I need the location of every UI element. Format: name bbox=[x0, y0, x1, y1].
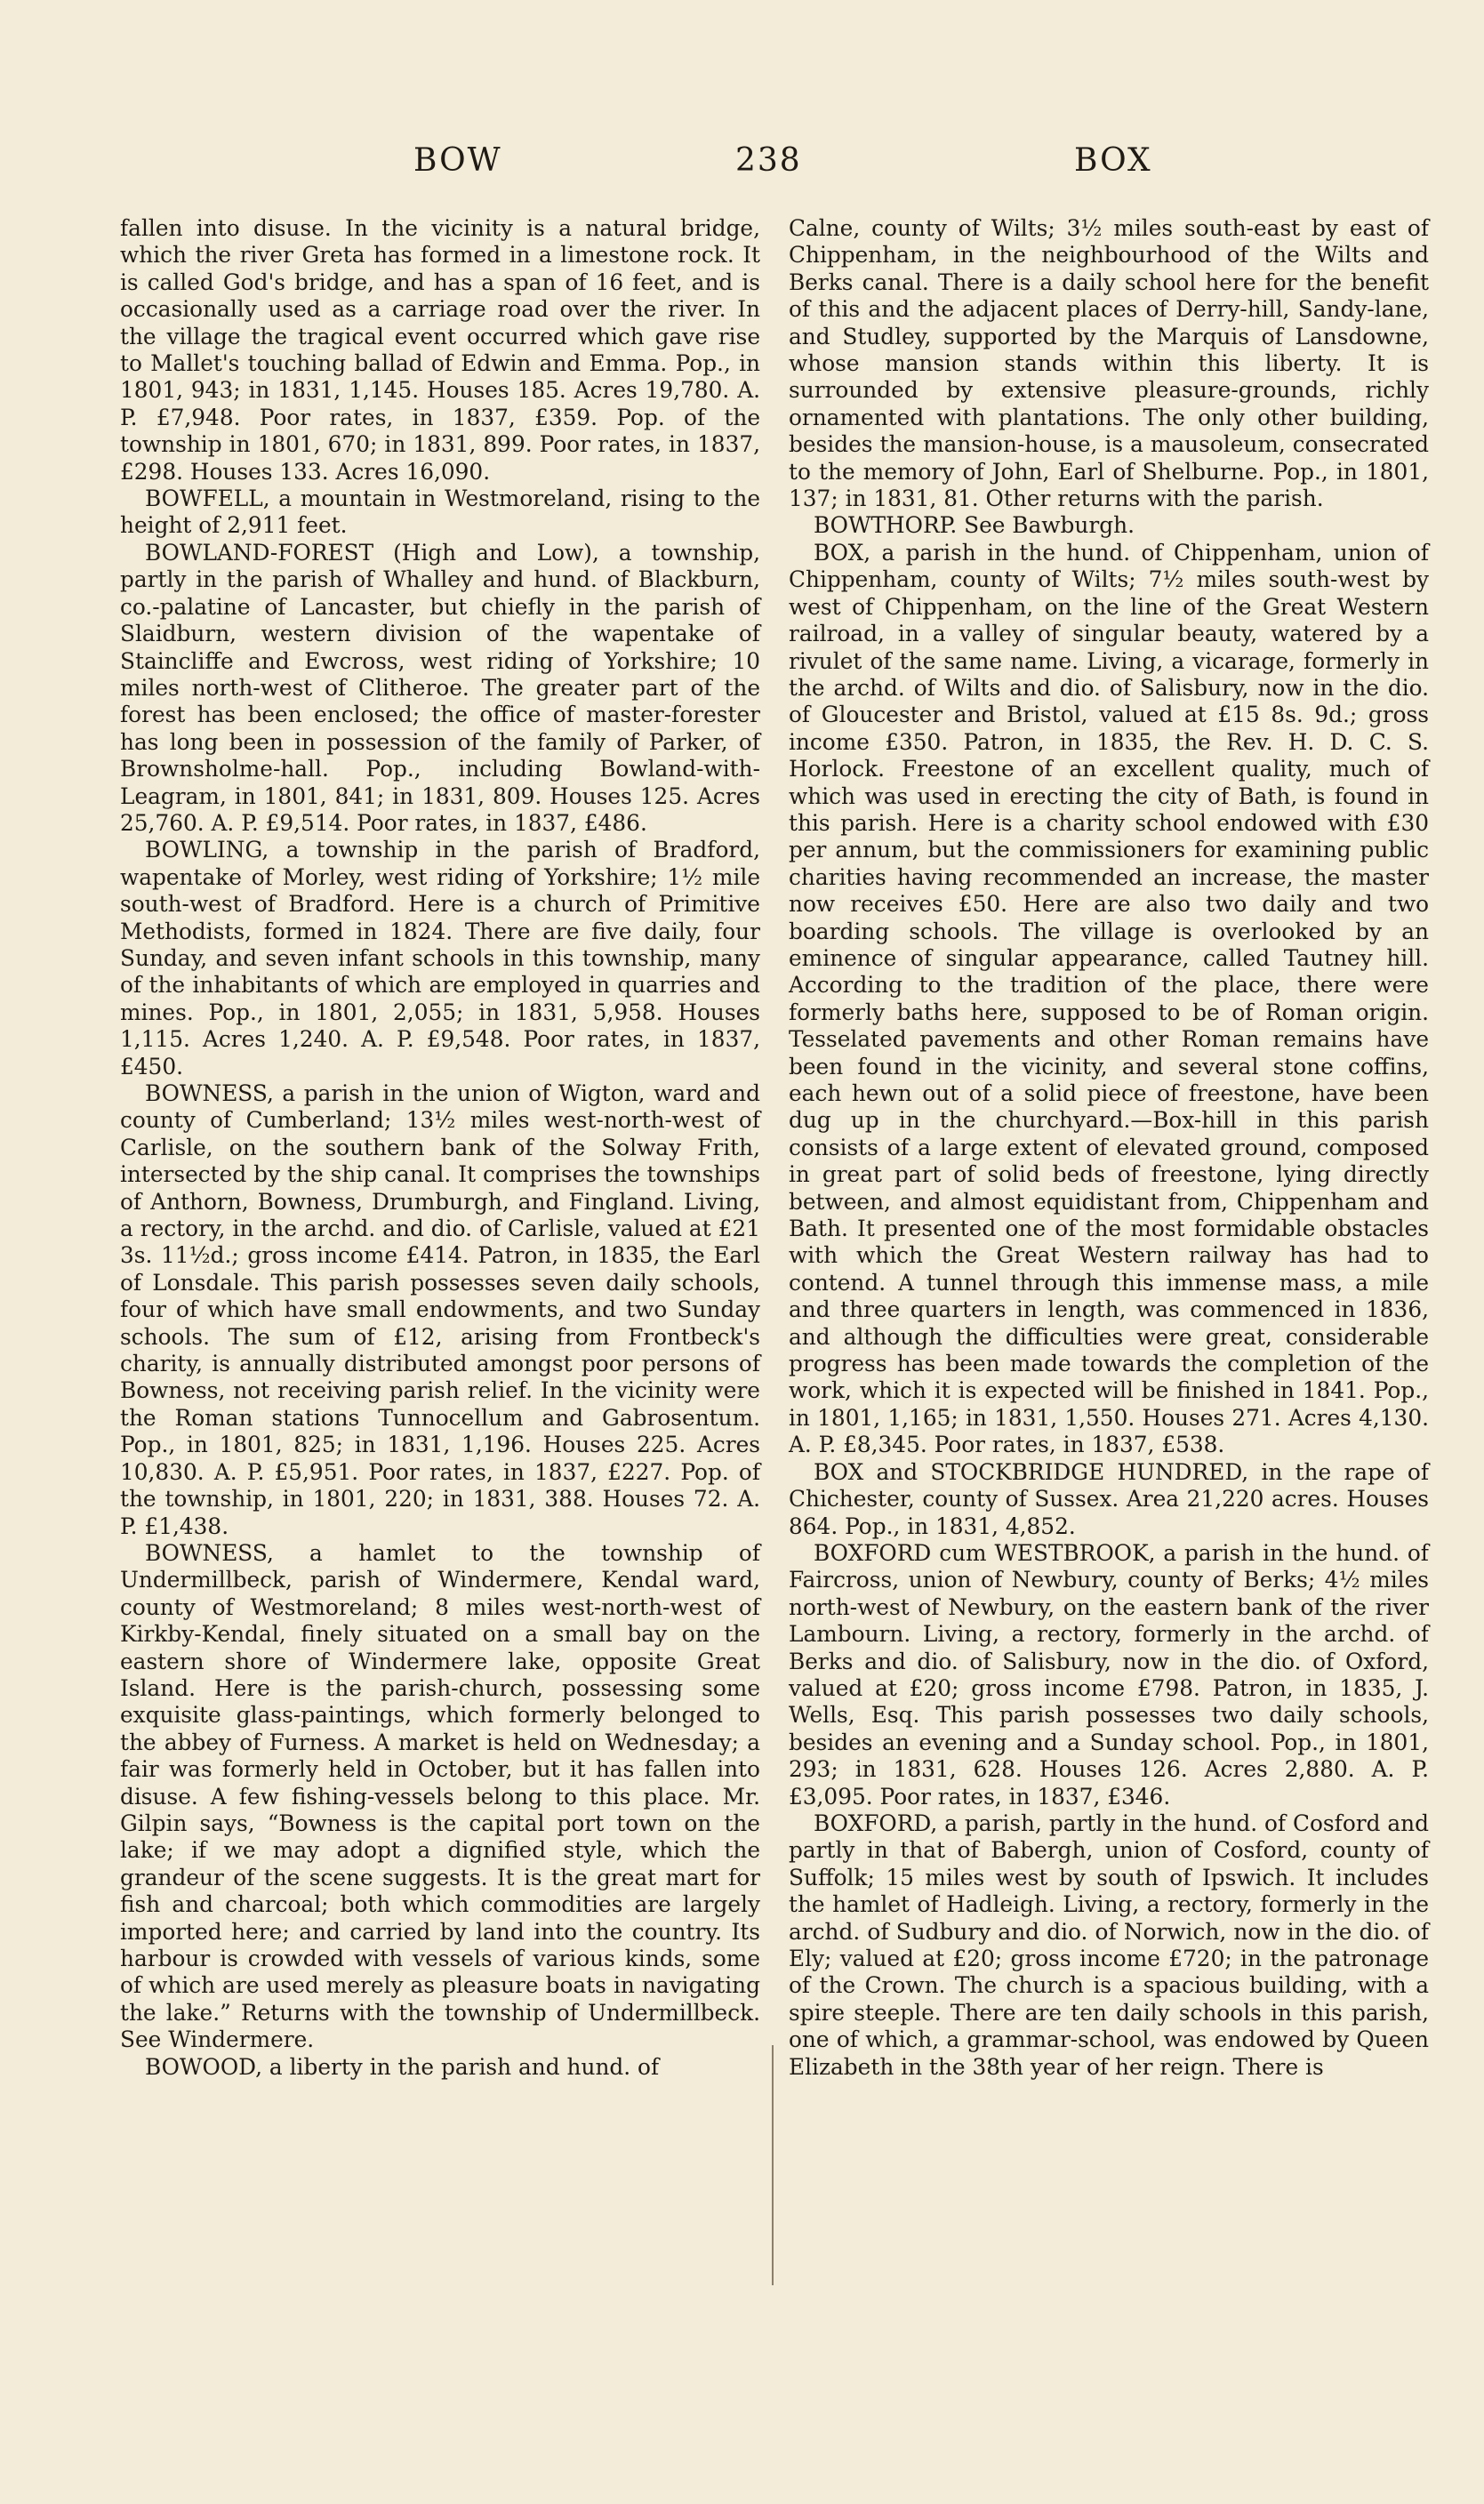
entry-paragraph: BOWLING, a township in the parish of Bradford, wapentake of Morley, west riding of Yorkshire; 1½ mile south-west of Bradford. Here is a church of Primitive Methodists, formed in 1824. There are five daily, four Sunday, and seven infant schools in this township, many of the inhabitants of which are employed in quarries and mines. Pop., in 1801, 2,055; in 1831, 5,958. Houses 1,115. Acres 1,240. A. P. £9,548. Poor rates, in 1837, £450. bbox=[120, 837, 760, 1079]
entry-paragraph: BOX, a parish in the hund. of Chippenham, union of Chippenham, county of Wilts; 7½ miles south-west by west of Chippenham, on the line of the Great Western railroad, in a valley of singular beauty, watered by a rivulet of the same name. Living, a vicarage, formerly in the archd. of Wilts and dio. of Salisbury, now in the dio. of Gloucester and Bristol, valued at £15 8s. 9d.; gross income £350. Patron, in 1835, the Rev. H. D. C. S. Horlock. Freestone of an excellent quality, much of which was used in erecting the city of Bath, is found in this parish. Here is a charity school endowed with £30 per annum, but the commissioners for examining public charities having recommended an increase, the master now receives £50. Here are also two daily and two boarding schools. The village is overlooked by an eminence of singular appearance, called Tautney hill. According to the tradition of the place, there were formerly baths here, supposed to be of Roman origin. Tesselated pavements and other Roman remains have been found in the vicinity, and several stone coffins, each hewn out of a solid piece of freestone, have been dug up in the churchyard.—Box-hill in this parish consists of a large extent of elevated ground, composed in great part of solid beds of freestone, lying directly between, and almost equidistant from, Chippenham and Bath. It presented one of the most formidable obstacles with which the Great Western railway has had to contend. A tunnel through this immense mass, a mile and three quarters in length, was commenced in 1836, and although the difficulties were great, considerable progress has been made towards the completion of the work, which it is expected will be finished in 1841. Pop., in 1801, 1,165; in 1831, 1,550. Houses 271. Acres 4,130. A. P. £8,345. Poor rates, in 1837, £538. bbox=[789, 539, 1429, 1458]
entry-paragraph: BOXFORD cum WESTBROOK, a parish in the hund. of Faircross, union of Newbury, county of Berks; 4½ miles north-west of Newbury, on the eastern bank of the river Lambourn. Living, a rectory, formerly in the archd. of Berks and dio. of Salisbury, now in the dio. of Oxford, valued at £20; gross income £798. Patron, in 1835, J. Wells, Esq. This parish possesses two daily schools, besides an evening and a Sunday school. Pop., in 1801, 293; in 1831, 628. Houses 126. Acres 2,880. A. P. £3,095. Poor rates, in 1837, £346. bbox=[789, 1539, 1429, 1810]
column-divider bbox=[772, 2045, 774, 2285]
entry-paragraph: BOWNESS, a hamlet to the township of Undermillbeck, parish of Windermere, Kendal ward, county of Westmoreland; 8 miles west-north-west of Kirkby-Kendal, finely situated on a small bay on the eastern shore of Windermere lake, opposite Great Island. Here is the parish-church, possessing some exquisite glass-paintings, which formerly belonged to the abbey of Furness. A market is held on Wednesday; a fair was formerly held in October, but it has fallen into disuse. A few fishing-vessels belong to this place. Mr. Gilpin says, “Bowness is the capital port town on the lake; if we may adopt a dignified style, which the grandeur of the scene suggests. It is the great mart for fish and charcoal; both which commodities are largely imported here; and carried by land into the country. Its harbour is crowded with vessels of various kinds, some of which are used merely as pleasure boats in navigating the lake.” Returns with the township of Undermillbeck. See Windermere. bbox=[120, 1539, 760, 2053]
entry-paragraph: BOWLAND-FOREST (High and Low), a township, partly in the parish of Whalley and hund. of Blackburn, co.-palatine of Lancaster, but chiefly in the parish of Slaidburn, western division of the wapentake of Staincliffe and Ewcross, west riding of Yorkshire; 10 miles north-west of Clitheroe. The greater part of the forest has been enclosed; the office of master-forester has long been in possession of the family of Parker, of Brownsholme-hall. Pop., including Bowland-with-Leagram, in 1801, 841; in 1831, 809. Houses 125. Acres 25,760. A. P. £9,514. Poor rates, in 1837, £486. bbox=[120, 539, 760, 836]
page-number: 238 bbox=[735, 142, 802, 179]
entry-paragraph: BOWTHORP. See Bawburgh. bbox=[814, 512, 1135, 539]
entry-paragraph: BOWNESS, a parish in the union of Wigton, ward and county of Cumberland; 13½ miles west-north-west of Carlisle, on the southern bank of the Solway Frith, intersected by the ship canal. It comprises the townships of Anthorn, Bowness, Drumburgh, and Fingland. Living, a rectory, in the archd. and dio. of Carlisle, valued at £21 3s. 11½d.; gross income £414. Patron, in 1835, the Earl of Lonsdale. This parish possesses seven daily schools, four of which have small endowments, and two Sunday schools. The sum of £12, arising from Frontbeck's charity, is annually distributed amongst poor persons of Bowness, not receiving parish relief. In the vicinity were the Roman stations Tunnocellum and Gabrosentum. Pop., in 1801, 825; in 1831, 1,196. Houses 225. Acres 10,830. A. P. £5,951. Poor rates, in 1837, £227. Pop. of the township, in 1801, 220; in 1831, 388. Houses 72. A. P. £1,438. bbox=[120, 1080, 760, 1539]
entry-paragraph: BOWOOD, a liberty in the parish and hund. of bbox=[145, 2053, 660, 2080]
entry-paragraph: BOWFELL, a mountain in Westmoreland, rising to the height of 2,911 feet. bbox=[120, 486, 760, 539]
header-right-word: BOX bbox=[1074, 142, 1152, 179]
header-left-word: BOW bbox=[413, 142, 502, 179]
entry-paragraph: Calne, county of Wilts; 3½ miles south-east by east of Chippenham, in the neighbourhood of the Wilts and Berks canal. There is a daily school here for the benefit of this and the adjacent places of Derry-hill, Sandy-lane, and Studley, supported by the Marquis of Lansdowne, whose mansion stands within this liberty. It is surrounded by extensive pleasure-grounds, richly ornamented with plantations. The only other building, besides the mansion-house, is a mausoleum, consecrated to the memory of John, Earl of Shelburne. Pop., in 1801, 137; in 1831, 81. Other returns with the parish. bbox=[789, 215, 1429, 512]
right-column bbox=[789, 215, 1429, 2081]
running-header bbox=[107, 133, 1369, 187]
entry-paragraph: BOXFORD, a parish, partly in the hund. of Cosford and partly in that of Babergh, union of Cosford, county of Suffolk; 15 miles west by south of Ipswich. It includes the hamlet of Hadleigh. Living, a rectory, formerly in the archd. of Sudbury and dio. of Norwich, now in the dio. of Ely; valued at £20; gross income £720; in the patronage of the Crown. The church is a spacious building, with a spire steeple. There are ten daily schools in this parish, one of which, a grammar-school, was endowed by Queen Elizabeth in the 38th year of her reign. There is bbox=[789, 1810, 1429, 2080]
entry-paragraph: fallen into disuse. In the vicinity is a natural bridge, which the river Greta has formed in a limestone rock. It is called God's bridge, and has a span of 16 feet, and is occasionally used as a carriage road over the river. In the village the tragical event occurred which gave rise to Mallet's touching ballad of Edwin and Emma. Pop., in 1801, 943; in 1831, 1,145. Houses 185. Acres 19,780. A. P. £7,948. Poor rates, in 1837, £359. Pop. of the township in 1801, 670; in 1831, 899. Poor rates, in 1837, £298. Houses 133. Acres 16,090. bbox=[120, 215, 760, 485]
left-column bbox=[120, 215, 760, 2081]
entry-paragraph: BOX and STOCKBRIDGE HUNDRED, in the rape of Chichester, county of Sussex. Area 21,220 acres. Houses 864. Pop., in 1831, 4,852. bbox=[789, 1458, 1429, 1539]
